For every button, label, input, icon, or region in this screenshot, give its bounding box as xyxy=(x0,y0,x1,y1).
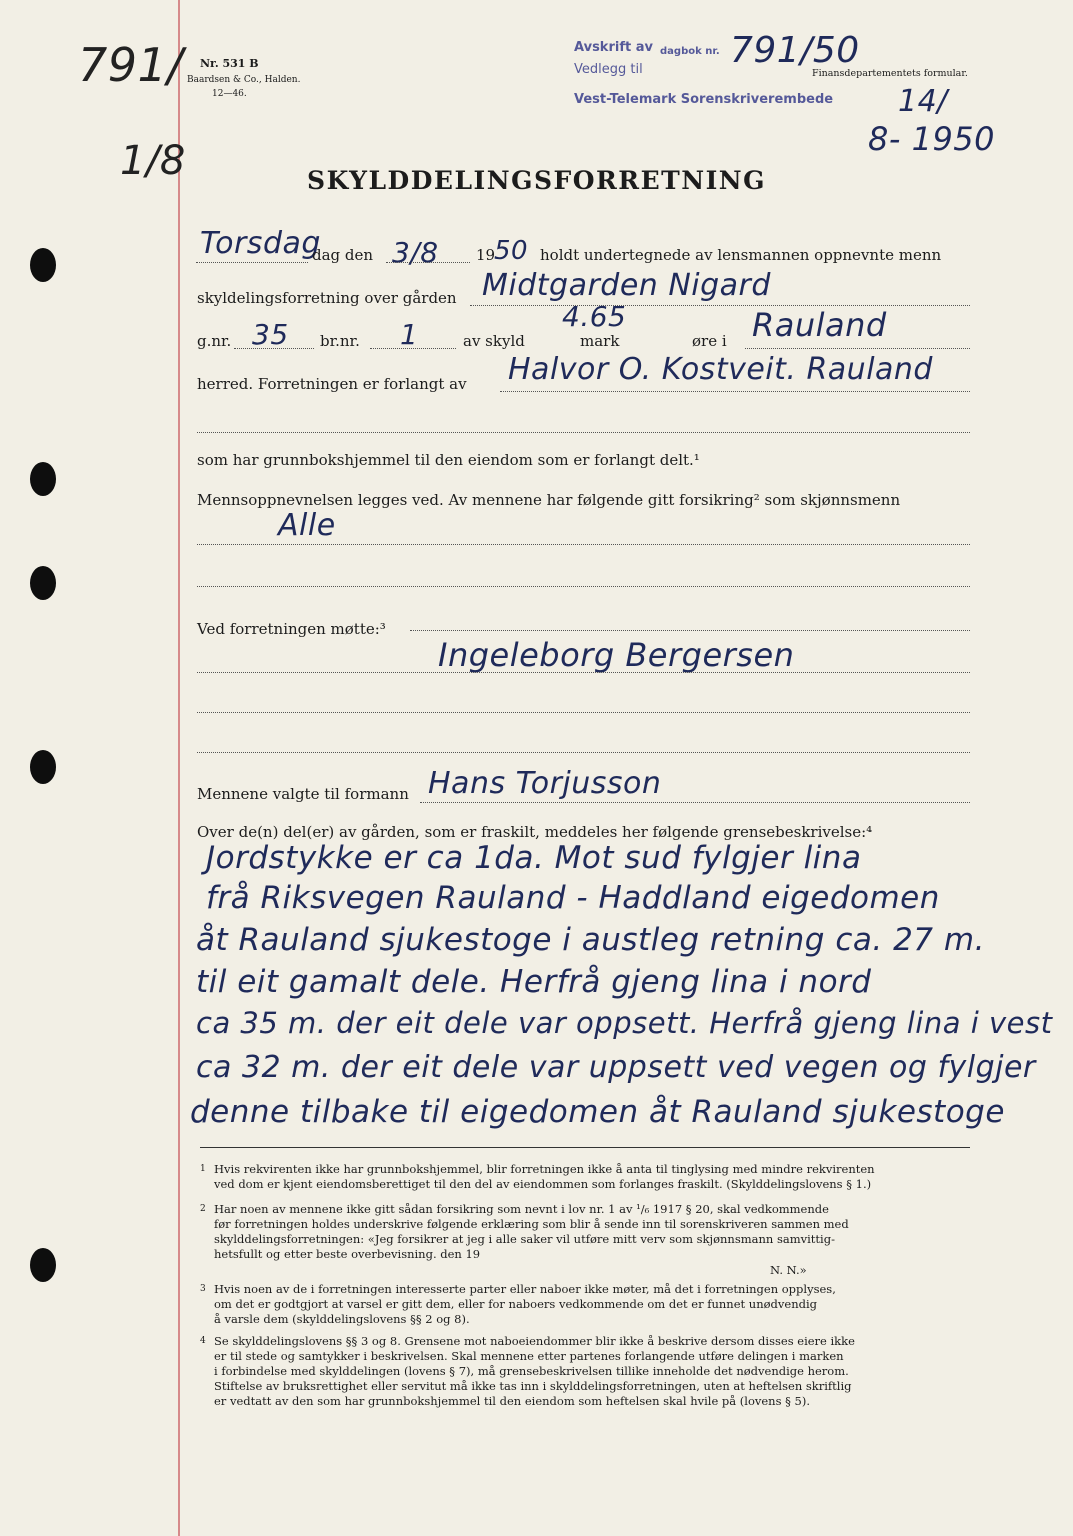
dotted-line xyxy=(197,586,970,587)
footnote-text: Har noen av mennene ikke gitt sådan forsikring som nevnt i lov nr. 1 av ¹/₆ 1917 § 20, skal vedkommende før forretningen holdes underskrive følgende erklæring som blir å sende inn til sorenskriveren sammen med skylddelingsforretningen: «Jeg forsikrer at jeg i alle saker vil utføre mitt verv som skjønnsmann samvittig- hetsfullt og etter beste overbevisning. den 19 xyxy=(214,1202,849,1261)
binder-hole xyxy=(30,750,56,784)
footnote-3 xyxy=(200,1282,990,1327)
day-handwritten: Torsdag xyxy=(200,226,321,261)
description-line: frå Riksvegen Rauland - Haddland eigedomen xyxy=(206,880,940,916)
dotted-line xyxy=(197,432,970,433)
gnr-handwritten: 35 xyxy=(252,318,289,351)
dotted-line xyxy=(386,262,470,263)
label-brnr: br.nr. xyxy=(320,332,360,350)
form-number: Nr. 531 B xyxy=(200,57,259,70)
dotted-line xyxy=(420,802,970,803)
stamp-attachment: Vedlegg til xyxy=(574,62,643,77)
description-line: ca 32 m. der eit dele var uppsett ved vegen og fylgjer xyxy=(196,1050,1036,1085)
stamp-copy-of: Avskrift av xyxy=(574,40,653,55)
binder-hole xyxy=(30,462,56,496)
footnote-text: Hvis rekvirenten ikke har grunnbokshjemmel, blir forretningen ikke å anta til tinglysing med mindre rekvirenten ved dom er kjent eiendomsberettiget til den del av eiendommen som forlanges fraskilt. (Skylddelingslovens § 1.) xyxy=(214,1162,875,1191)
binder-hole xyxy=(30,566,56,600)
footnote-signature: N. N.» xyxy=(770,1263,807,1277)
footnote-number: 2 xyxy=(200,1204,206,1214)
label-year-prefix: 19 xyxy=(476,246,496,264)
ministry-form-note: Finansdepartementets formular. xyxy=(812,68,968,79)
footnote-1 xyxy=(200,1162,990,1192)
dotted-line xyxy=(470,305,970,306)
dotted-line xyxy=(196,262,308,263)
label-grunnbok: som har grunnbokshjemmel til den eiendom som er forlangt delt.¹ xyxy=(197,451,700,469)
dotted-line xyxy=(745,348,970,349)
dotted-line xyxy=(197,712,970,713)
dotted-line xyxy=(197,544,970,545)
label-mote: Ved forretningen møtte:³ xyxy=(197,620,386,638)
farm-name-handwritten: Midtgarden Nigard xyxy=(482,268,771,303)
corner-number-handwritten: 791/ xyxy=(78,38,184,92)
municipality-handwritten: Rauland xyxy=(752,306,887,344)
margin-line xyxy=(178,0,180,1536)
label-holdt: holdt undertegnede av lensmannen oppnevnte menn xyxy=(540,246,942,264)
footnote-4 xyxy=(200,1334,990,1409)
footnote-number: 4 xyxy=(200,1336,206,1346)
skyld-handwritten: 4.65 xyxy=(562,300,627,333)
corner-date-handwritten: 1/8 xyxy=(120,138,186,184)
dotted-line xyxy=(370,348,456,349)
label-grense: Over de(n) del(er) av gården, som er fraskilt, meddeles her følgende grensebeskrivelse:⁴ xyxy=(197,823,873,841)
label-av-skyld: av skyld xyxy=(463,332,525,350)
description-line: åt Rauland sjukestoge i austleg retning ca. 27 m. xyxy=(196,922,985,958)
label-formann: Mennene valgte til formann xyxy=(197,785,409,803)
stamp-date-handwritten-1: 14/ xyxy=(898,84,948,119)
forsikring-handwritten: Alle xyxy=(278,508,336,543)
footnote-number: 1 xyxy=(200,1164,206,1174)
date-handwritten: 3/8 xyxy=(392,236,439,269)
stamp-court-office: Vest-Telemark Sorenskriverembede xyxy=(574,92,834,107)
footnote-2 xyxy=(200,1202,990,1262)
label-ore-i: øre i xyxy=(692,332,727,350)
footnote-text: Se skylddelingslovens §§ 3 og 8. Grensene mot naboeiendommer blir ikke å beskrive dersom disses eiere ikke er til stede og samtykker i beskrivelsen. Skal mennene etter partenes forlangende utføre delingen i marken i forbindelse med skylddelingen (lovens § 7), må grensebeskrivelsen tillike inneholde det nødvendige herom. Stiftelse av bruksrettighet eller servitut må ikke tas inn i skylddelingsforretningen, uten at heftelsen skriftlig er vedtatt av den som har grunnbokshjemmel til den eiendom som heftelsen skal hvile på (lovens § 5). xyxy=(214,1334,855,1408)
stamp-date-handwritten-2: 8- 1950 xyxy=(868,120,996,158)
dotted-line xyxy=(500,391,970,392)
label-mennsoppnevnelsen: Mennsoppnevnelsen legges ved. Av mennene har følgende gitt forsikring² som skjønnsmenn xyxy=(197,491,901,509)
dotted-line xyxy=(197,672,970,673)
print-date: 12—46. xyxy=(212,89,247,99)
description-line: ca 35 m. der eit dele var oppsett. Herfrå gjeng lina i vest xyxy=(196,1006,1053,1040)
footnote-separator xyxy=(200,1147,970,1148)
stamp-journal-label: dagbok nr. xyxy=(660,46,720,57)
description-line: til eit gamalt dele. Herfrå gjeng lina i nord xyxy=(196,964,872,1000)
description-line: denne tilbake til eigedomen åt Rauland sjukestoge xyxy=(190,1094,1005,1130)
dotted-line xyxy=(197,752,970,753)
document-title: SKYLDDELINGSFORRETNING xyxy=(307,166,766,195)
footnote-number: 3 xyxy=(200,1284,206,1294)
dotted-line xyxy=(410,630,970,631)
label-herred: herred. Forretningen er forlangt av xyxy=(197,375,467,393)
label-mark: mark xyxy=(580,332,620,350)
brnr-handwritten: 1 xyxy=(400,318,419,351)
printer-name: Baardsen & Co., Halden. xyxy=(187,75,301,85)
journal-number-handwritten: 791/50 xyxy=(730,30,860,71)
binder-hole xyxy=(30,1248,56,1282)
label-dag-den: dag den xyxy=(312,246,374,264)
chairman-handwritten: Hans Torjusson xyxy=(428,766,662,801)
year-handwritten: 50 xyxy=(494,236,529,266)
footnote-text: Hvis noen av de i forretningen interesserte parter eller naboer ikke møter, må det i forretningen opplyses, om det er godtgjort at varsel er gitt dem, eller for naboers vedkommende om det er funnet unødvendig å varsle dem (skylddelingslovens §§ 2 og 8). xyxy=(214,1282,836,1326)
requester-handwritten: Halvor O. Kostveit. Rauland xyxy=(508,352,933,387)
description-line: Jordstykke er ca 1da. Mot sud fylgjer lina xyxy=(206,840,862,876)
dotted-line xyxy=(234,348,314,349)
label-gnr: g.nr. xyxy=(197,332,232,350)
attendee-handwritten: Ingeleborg Bergersen xyxy=(438,636,795,674)
binder-hole xyxy=(30,248,56,282)
label-over-garden: skyldelingsforretning over gården xyxy=(197,289,457,307)
